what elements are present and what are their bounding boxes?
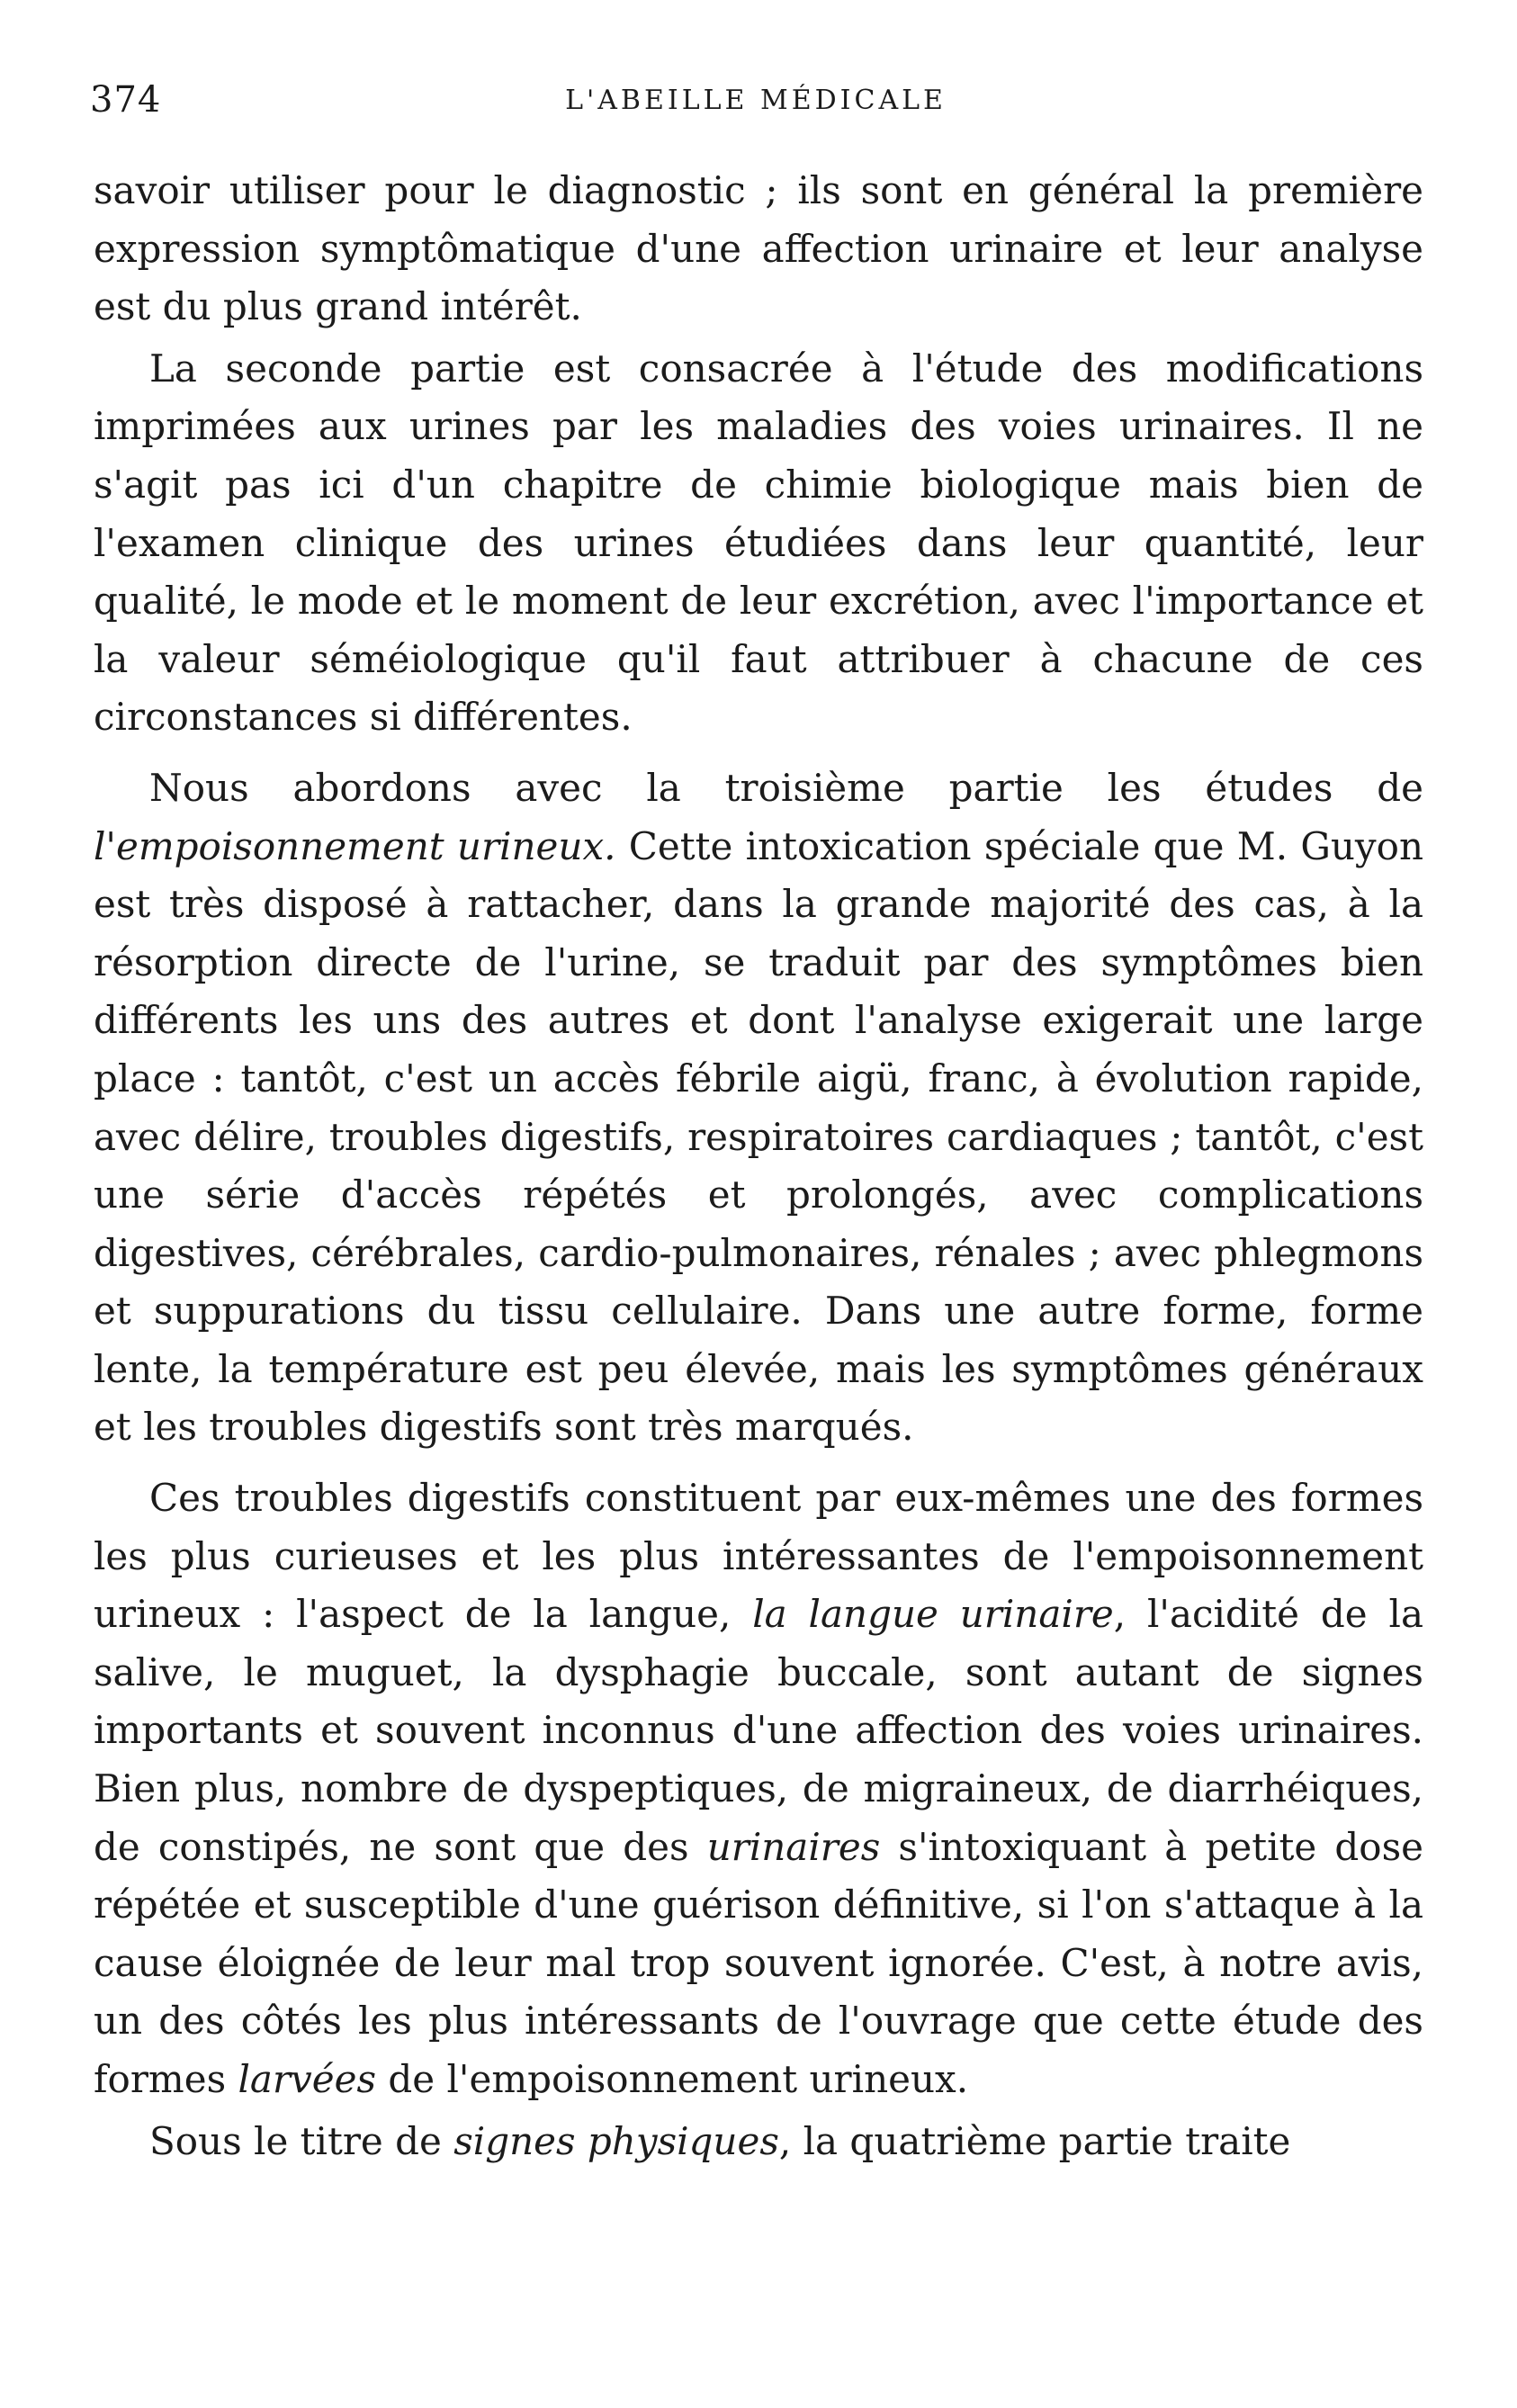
paragraph-5-text-b: , la quatrième partie traite	[778, 2118, 1291, 2163]
page-header	[90, 79, 1422, 133]
paragraph-4-italic-term-2: urinaires	[706, 1824, 881, 1869]
paragraph-4-text-b: , l'acidité de la salive, le muguet, la dysphagie buccale, sont autant de signes importants et souvent inconnus d'une affection des voies urinaires. Bien plus, nombre de dyspeptiques, de migraineux, de diarrhéiques, de constipés, ne sont que des	[94, 1592, 1423, 1869]
paragraph-4-italic-term-1: la langue urinaire	[752, 1592, 1114, 1637]
paragraph-2	[94, 340, 1423, 747]
paragraph-1-text: savoir utiliser pour le diagnostic ; ils sont en général la première expression symptômatique d'une affection urinaire et leur analyse est du plus grand intérêt.	[94, 168, 1423, 329]
paragraph-3-text-a: Nous abordons avec la troisième partie les études de	[149, 765, 1423, 810]
page-number: 374	[90, 79, 162, 121]
paragraph-3	[94, 759, 1423, 1457]
running-title: L'ABEILLE MÉDICALE	[565, 85, 947, 116]
paragraph-4	[94, 1469, 1423, 2109]
paragraph-3-text-b: Cette intoxication spéciale que M. Guyon est très disposé à rattacher, dans la grande majorité des cas, à la résorption directe de l'urine, se traduit par des symptômes bien différents les uns des autres et dont l'analyse exigerait une large place : tantôt, c'est un accès fébrile aigü, franc, à évolution rapide, avec délire, troubles digestifs, respiratoires cardiaques ; tantôt, c'est une série d'accès répétés et prolongés, avec complications digestives, cérébrales, cardio-pulmonaires, rénales ; avec phlegmons et suppurations du tissu cellulaire. Dans une autre forme, forme lente, la température est peu élevée, mais les symptômes généraux et les troubles digestifs sont très marqués.	[94, 823, 1423, 1450]
paragraph-5-italic-term: signes physiques	[453, 2118, 779, 2163]
paragraph-5	[94, 2113, 1423, 2171]
body-text	[94, 162, 1423, 2170]
paragraph-4-text-a: Ces troubles digestifs constituent par eux-mêmes une des formes les plus curieuses et les plus intéressantes de l'empoisonnement urineux : l'aspect de la langue,	[94, 1476, 1423, 1637]
paragraph-1	[94, 162, 1423, 337]
paragraph-2-text: La seconde partie est consacrée à l'étude des modifications imprimées aux urines par les maladies des voies urinaires. Il ne s'agit pas ici d'un chapitre de chimie biologique mais bien de l'examen clinique des urines étudiées dans leur quantité, leur qualité, le mode et le moment de leur excrétion, avec l'importance et la valeur séméiologique qu'il faut attribuer à chacune de ces circonstances si différentes.	[94, 346, 1423, 740]
paragraph-3-italic-term: l'empoisonnement urineux.	[94, 823, 616, 868]
paragraph-4-text-d: de l'empoisonnement urineux.	[376, 2057, 969, 2101]
paragraph-5-text-a: Sous le titre de	[149, 2118, 454, 2163]
paragraph-4-italic-term-3: larvées	[238, 2057, 377, 2101]
paragraph-4-text-c: s'intoxiquant à petite dose répétée et susceptible d'une guérison définitive, si l'on s'attaque à la cause éloignée de leur mal trop souvent ignorée. C'est, à notre avis, un des côtés les plus intéressants de l'ouvrage que cette étude des formes	[94, 1824, 1423, 2101]
